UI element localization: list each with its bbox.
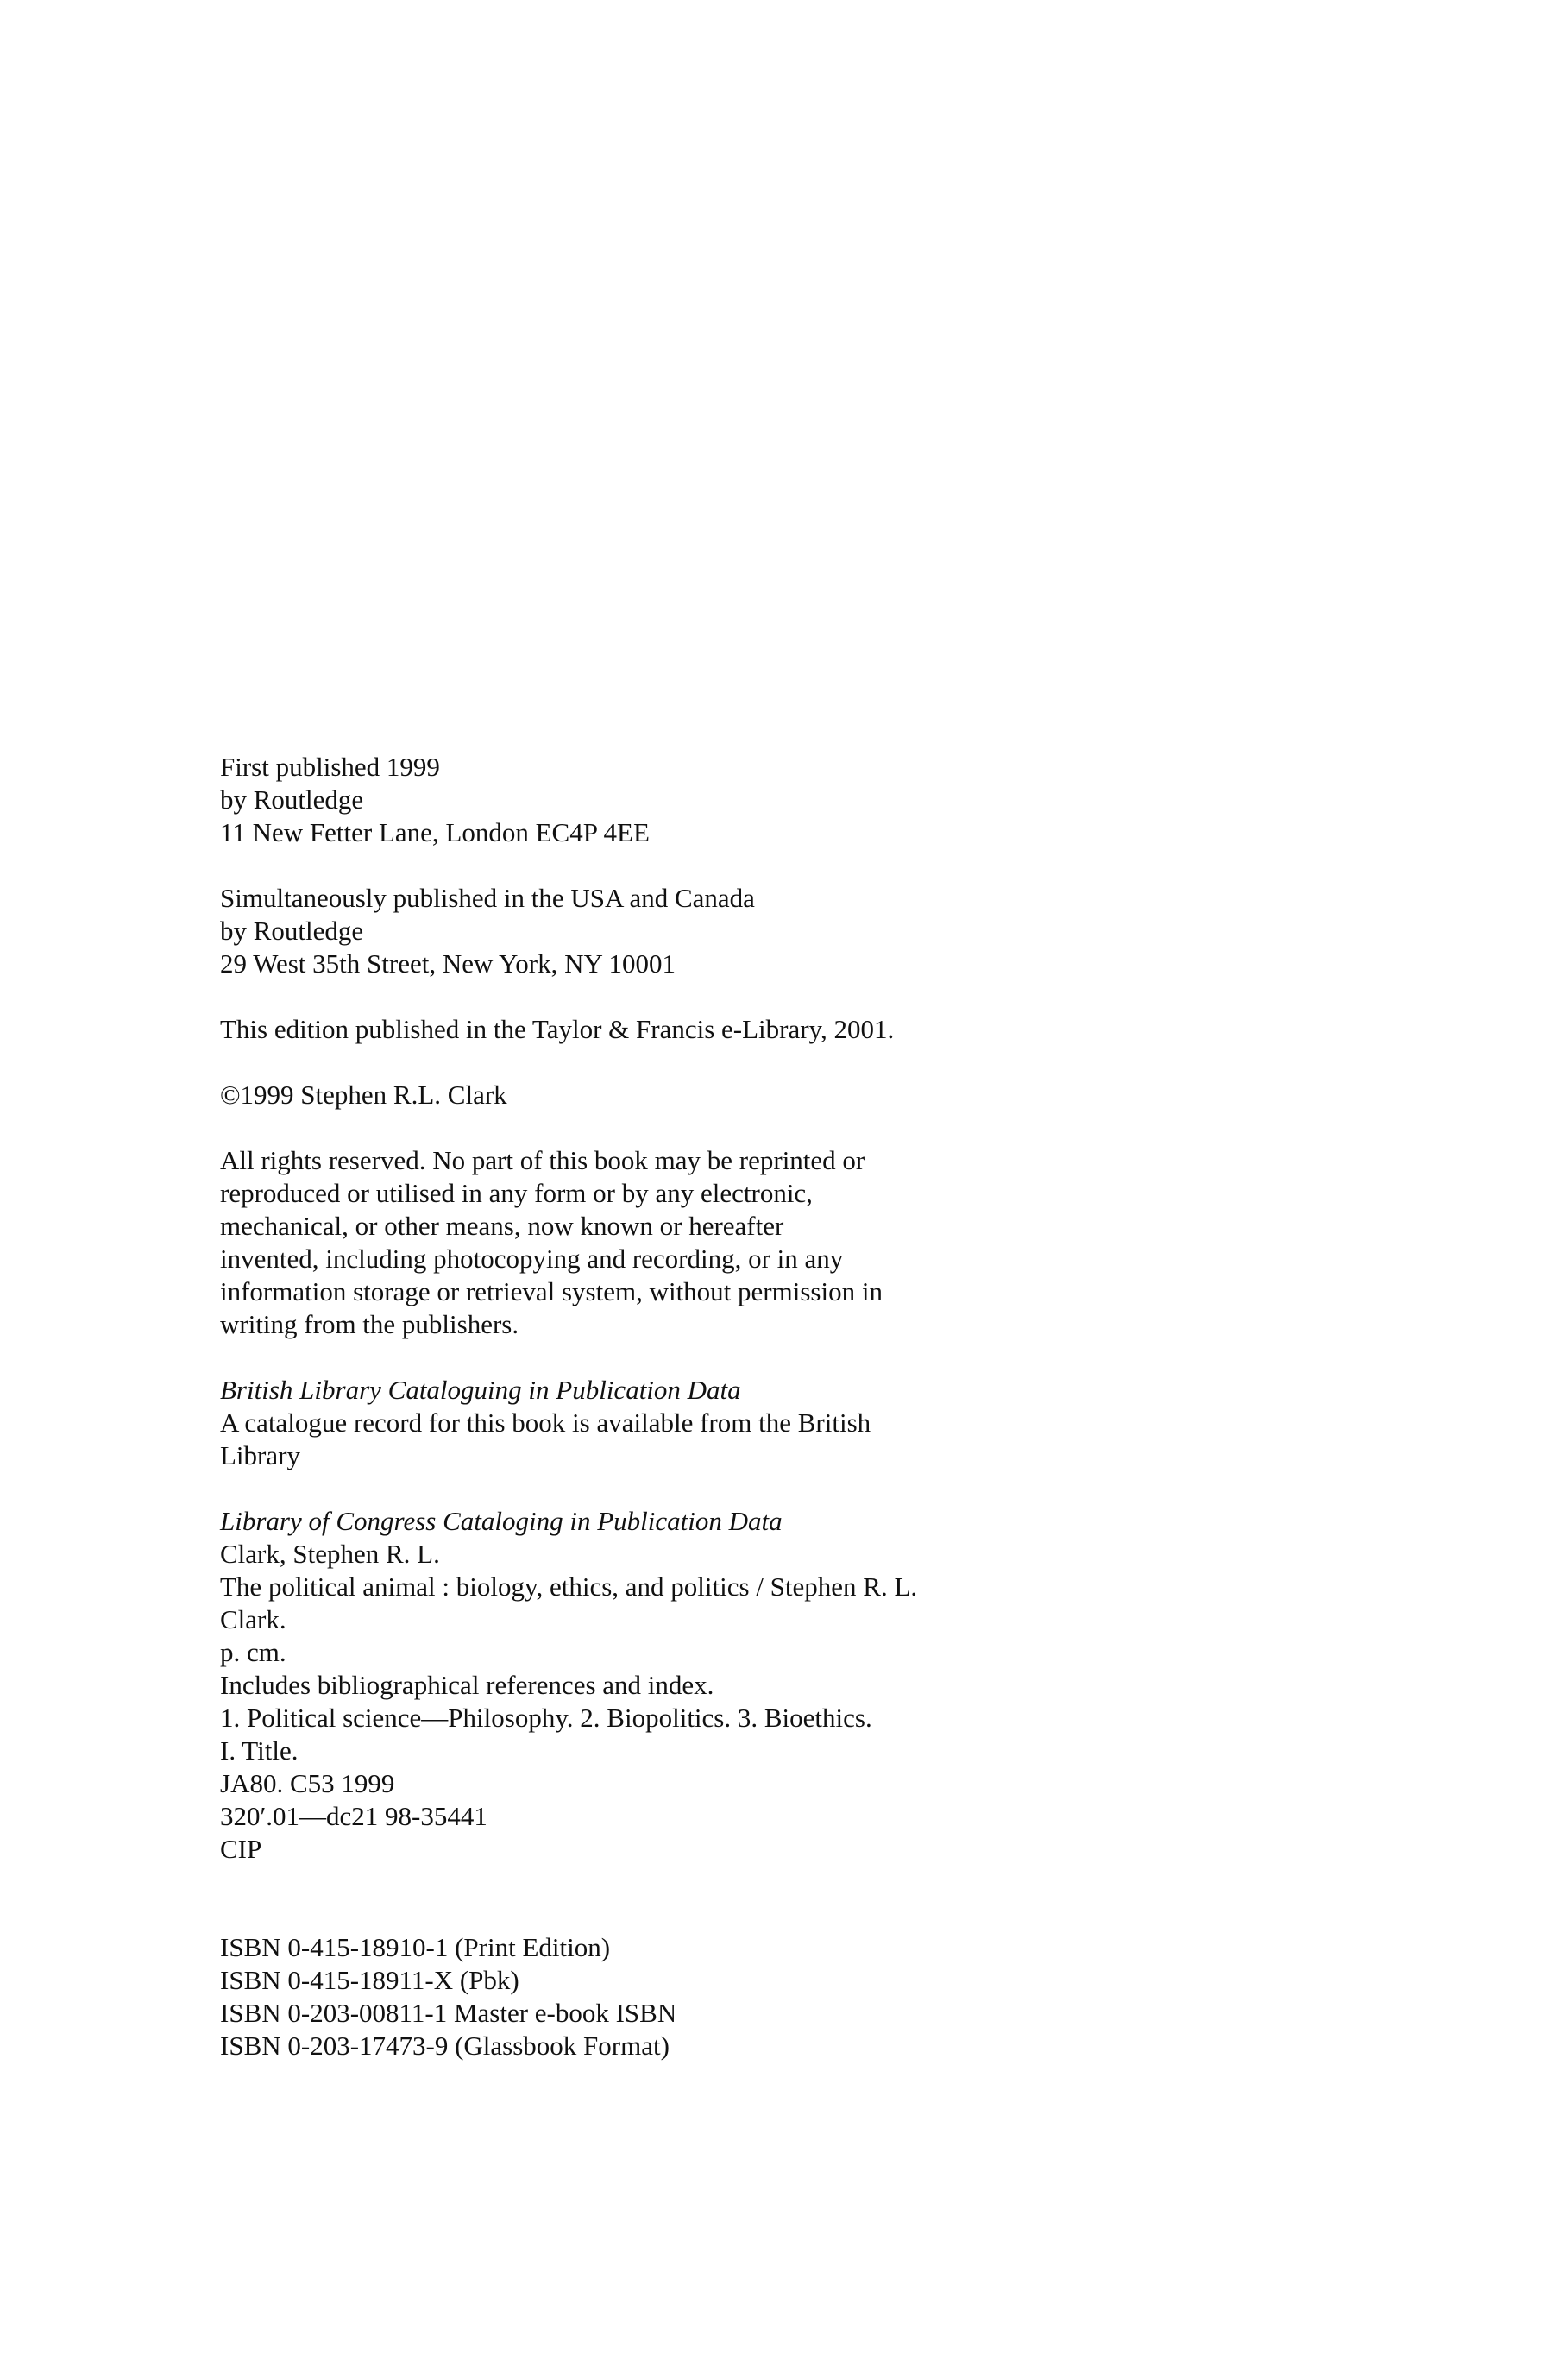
- copyright-block: [220, 751, 1342, 2095]
- loc-line: Clark, Stephen R. L.: [220, 1539, 440, 1569]
- isbn-line: ISBN 0-415-18910-1 (Print Edition): [220, 1932, 611, 1962]
- loc-line: I. Title.: [220, 1735, 299, 1766]
- simultaneous-line: by Routledge: [220, 916, 364, 946]
- loc-line: Clark.: [220, 1604, 286, 1634]
- publication-info: [220, 751, 1342, 849]
- isbn-list: [220, 1931, 1342, 2062]
- copyright-notice: [220, 1079, 1342, 1111]
- rights-line: writing from the publishers.: [220, 1309, 519, 1339]
- loc-line: The political animal : biology, ethics, and politics / Stephen R. L.: [220, 1571, 918, 1602]
- isbn-line: ISBN 0-415-18911-X (Pbk): [220, 1965, 519, 1995]
- edition-note: [220, 1013, 1342, 1046]
- loc-line: 320′.01—dc21 98-35441: [220, 1801, 487, 1831]
- edition-line: This edition published in the Taylor & Francis e-Library, 2001.: [220, 1014, 895, 1044]
- simultaneous-line: 29 West 35th Street, New York, NY 10001: [220, 948, 676, 979]
- publication-line: by Routledge: [220, 784, 364, 815]
- library-of-congress-cip: [220, 1505, 1342, 1866]
- loc-line: p. cm.: [220, 1637, 286, 1667]
- rights-statement: [220, 1144, 1342, 1341]
- isbn-line: ISBN 0-203-17473-9 (Glassbook Format): [220, 2031, 670, 2061]
- rights-line: information storage or retrieval system, without permission in: [220, 1276, 883, 1306]
- library-of-congress-heading: Library of Congress Cataloging in Publication Data: [220, 1506, 783, 1536]
- copyright-line: ©1999 Stephen R.L. Clark: [220, 1080, 507, 1110]
- loc-line: 1. Political science—Philosophy. 2. Biopolitics. 3. Bioethics.: [220, 1703, 872, 1733]
- rights-line: mechanical, or other means, now known or hereafter: [220, 1211, 784, 1241]
- publication-line: 11 New Fetter Lane, London EC4P 4EE: [220, 817, 650, 847]
- british-library-cip: [220, 1374, 1342, 1472]
- simultaneous-line: Simultaneously published in the USA and Canada: [220, 883, 755, 913]
- loc-line: Includes bibliographical references and index.: [220, 1670, 714, 1700]
- loc-line: JA80. C53 1999: [220, 1768, 395, 1798]
- british-library-line: A catalogue record for this book is available from the British: [220, 1407, 871, 1438]
- rights-line: invented, including photocopying and recording, or in any: [220, 1244, 844, 1274]
- rights-line: reproduced or utilised in any form or by any electronic,: [220, 1178, 813, 1208]
- british-library-heading: British Library Cataloguing in Publication Data: [220, 1375, 741, 1405]
- publication-line: First published 1999: [220, 752, 440, 782]
- british-library-line: Library: [220, 1440, 300, 1470]
- loc-line: CIP: [220, 1834, 262, 1864]
- simultaneous-publication: [220, 882, 1342, 980]
- rights-line: All rights reserved. No part of this book may be reprinted or: [220, 1145, 865, 1175]
- isbn-line: ISBN 0-203-00811-1 Master e-book ISBN: [220, 1998, 677, 2028]
